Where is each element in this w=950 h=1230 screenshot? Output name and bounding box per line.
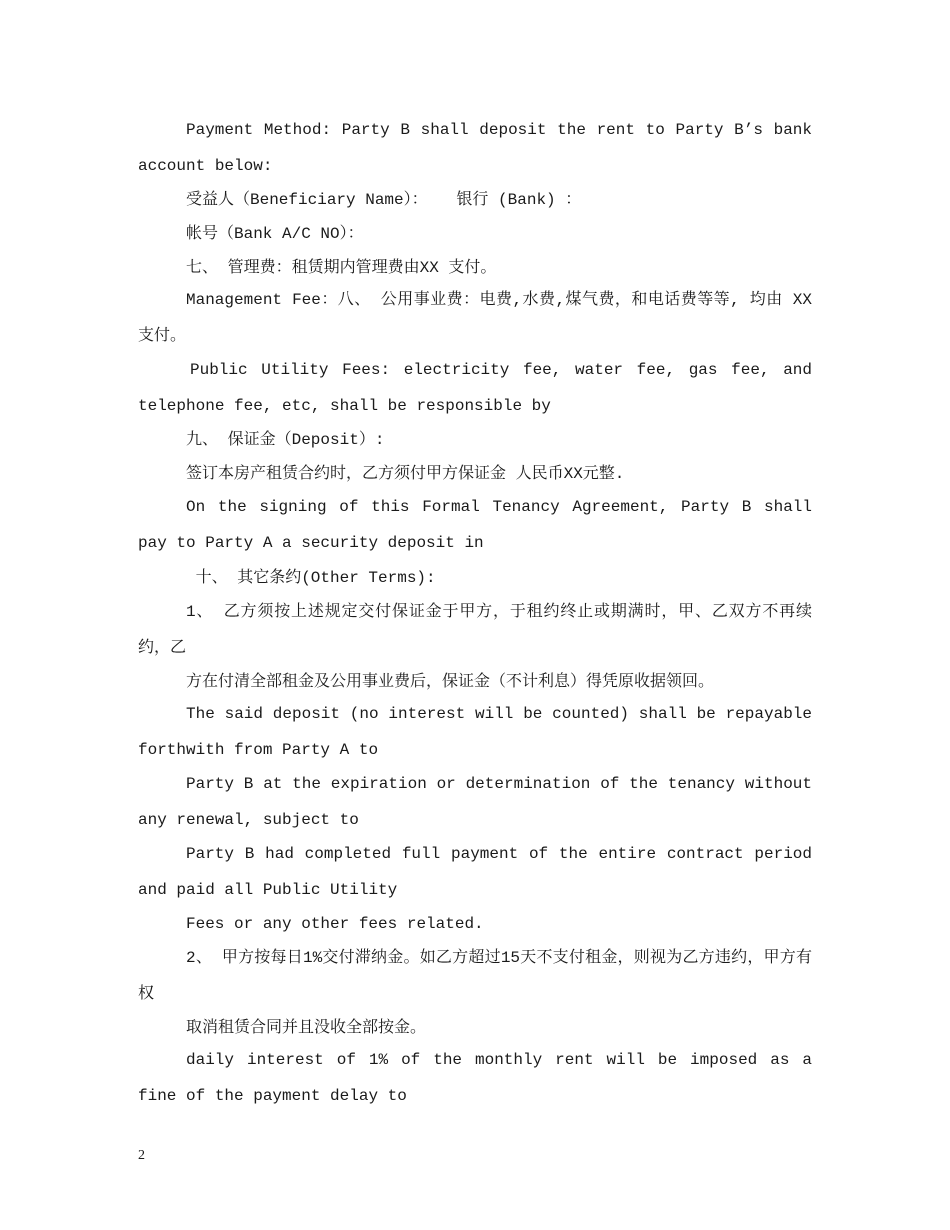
management-utility-paragraph: Management Fee：八、 公用事业费：电费,水费,煤气费，和电话费等等, 均由 XX 支付。 [138,291,812,345]
deposit-en-paragraph: On the signing of this Formal Tenancy Agreement, Party B shall pay to Party A a security deposit in [138,498,812,552]
term-1-en-paragraph-c: Party B had completed full payment of the entire contract period and paid all Public Utility [138,845,812,899]
term-2-cn-continued: 取消租赁合同并且没收全部按金。 [186,1019,427,1037]
utility-fees-paragraph: Public Utility Fees: electricity fee, water fee, gas fee, and telephone fee, etc, shall be responsible by [138,361,812,415]
term-1-cn-continued: 方在付清全部租金及公用事业费后，保证金（不计利息）得凭原收据领回。 [186,673,715,691]
term-2-en-paragraph: daily interest of 1% of the monthly rent will be imposed as a fine of the payment delay to [138,1051,812,1105]
bank-account-line: 帐号（Bank A/C NO）： [186,225,364,243]
deposit-cn-line: 签订本房产租赁合约时，乙方须付甲方保证金 人民币XX元整. [186,465,625,483]
other-terms-heading: 十、 其它条约(Other Terms): [186,569,436,587]
deposit-heading: 九、 保证金（Deposit）: [186,431,385,449]
page-number: 2 [138,1148,145,1163]
payment-method-paragraph: Payment Method: Party B shall deposit the rent to Party B’s bank account below: [138,121,812,175]
term-1-cn-paragraph: 1、 乙方须按上述规定交付保证金于甲方，于租约终止或期满时，甲、乙双方不再续约，乙 [138,603,812,657]
term-1-en-paragraph-a: The said deposit (no interest will be counted) shall be repayable forthwith from Party A to [138,705,812,759]
term-2-cn-paragraph: 2、 甲方按每日1%交付滞纳金。如乙方超过15天不支付租金，则视为乙方违约，甲方有权 [138,949,812,1003]
term-1-en-paragraph-b: Party B at the expiration or determination of the tenancy without any renewal, subject to [138,775,812,829]
management-fee-cn: 七、 管理费：租赁期内管理费由XX 支付。 [186,259,497,277]
term-1-en-final-line: Fees or any other fees related. [186,915,484,933]
beneficiary-line: 受益人（Beneficiary Name）： 银行 (Bank) ： [186,191,582,209]
